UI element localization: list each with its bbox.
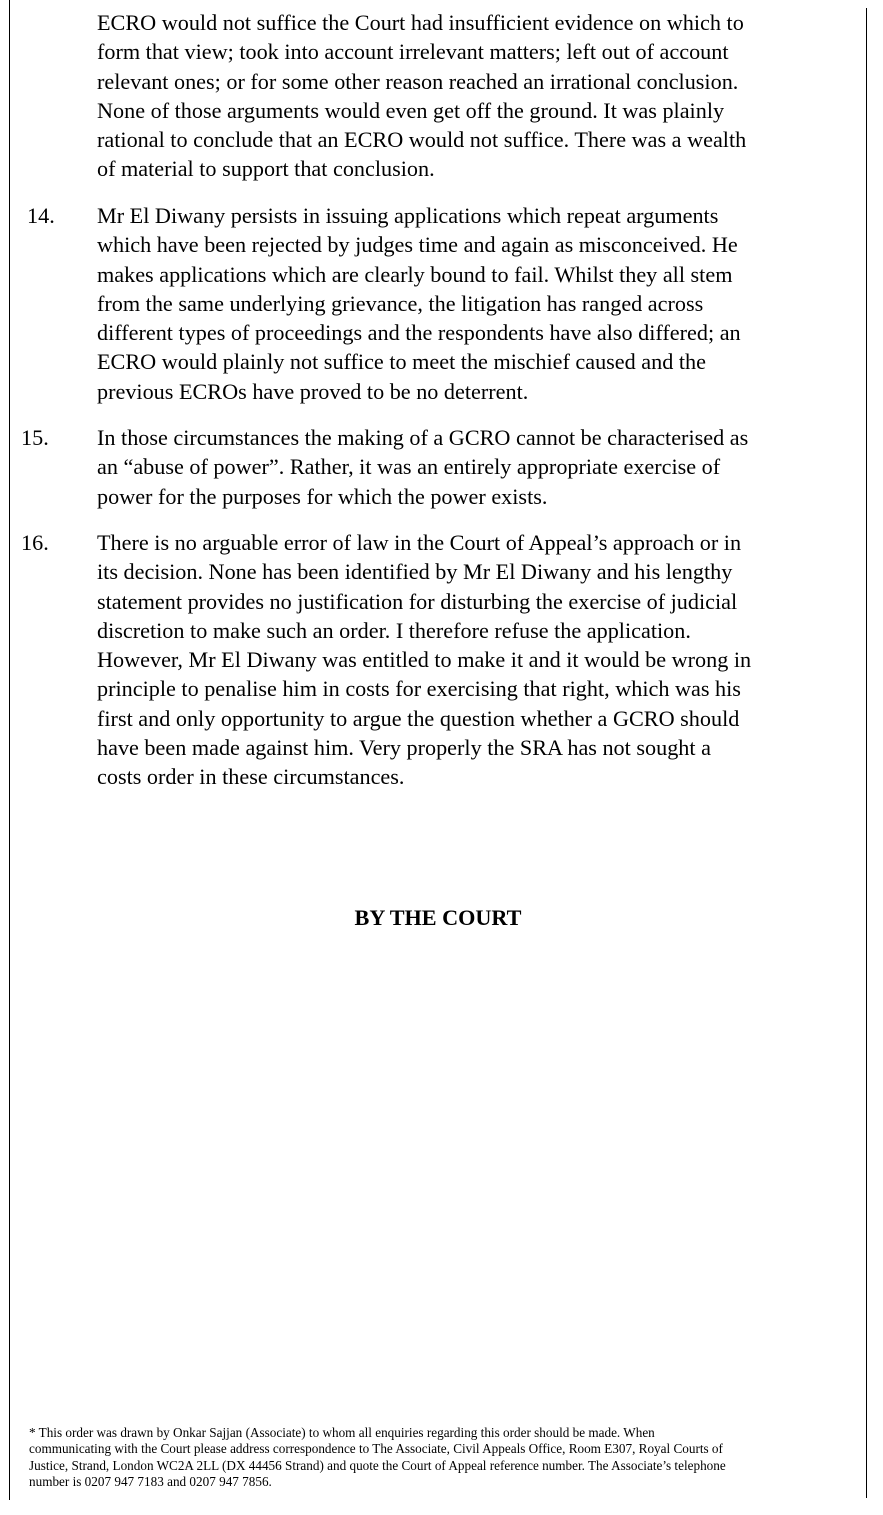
paragraph-line: ECRO would not suffice the Court had insufficient evidence on which to — [97, 10, 744, 35]
paragraph-line: ECRO would plainly not suffice to meet the mischief caused and the — [97, 349, 706, 375]
paragraph-line: first and only opportunity to argue the question whether a GCRO should — [97, 705, 740, 731]
paragraph-line: different types of proceedings and the respondents have also differed; an — [97, 320, 741, 346]
footnote-line: Justice, Strand, London WC2A 2LL (DX 44456 Strand) and quote the Court of Appeal reference number. The Associate’s telephone — [29, 1457, 726, 1473]
paragraph-line: relevant ones; or for some other reason reached an irrational conclusion. — [97, 68, 739, 94]
paragraph-line: power for the purposes for which the power exists. — [97, 483, 548, 509]
footnote-line: number is 0207 947 7183 and 0207 947 7856. — [29, 1473, 272, 1489]
paragraph-line: discretion to make such an order. I therefore refuse the application. — [97, 617, 691, 643]
paragraph-line: Mr El Diwany persists in issuing applications which repeat arguments — [97, 203, 719, 228]
paragraph-line: In those circumstances the making of a GCRO cannot be characterised as — [97, 425, 749, 450]
paragraph-line: statement provides no justification for disturbing the exercise of judicial — [97, 588, 738, 614]
paragraph-line: rational to conclude that an ECRO would not suffice. There was a wealth — [97, 127, 747, 153]
by-the-court-signoff: BY THE COURT — [354, 905, 522, 930]
paragraph-line: principle to penalise him in costs for exercising that right, which was his — [97, 676, 741, 702]
paragraph-line: However, Mr El Diwany was entitled to make it and it would be wrong in — [97, 647, 752, 673]
footnote — [29, 1425, 859, 1490]
paragraph-line: have been made against him. Very properly the SRA has not sought a — [97, 735, 711, 761]
paragraph-15-number: 15. — [21, 425, 49, 450]
paragraph-line: which have been rejected by judges time and again as misconceived. He — [97, 232, 738, 258]
paragraph-line: None of those arguments would even get off the ground. It was plainly — [97, 97, 725, 123]
paragraph-line: form that view; took into account irrelevant matters; left out of account — [97, 39, 729, 65]
paragraph-line: costs order in these circumstances. — [97, 764, 405, 790]
paragraph-line: makes applications which are clearly bound to fail. Whilst they all stem — [97, 261, 733, 287]
paragraph-line: There is no arguable error of law in the Court of Appeal’s approach or in — [97, 530, 742, 555]
footnote-line: * This order was drawn by Onkar Sajjan (Associate) to whom all enquiries regarding this order should be made. When — [29, 1425, 655, 1440]
paragraph-13-continuation — [97, 8, 857, 184]
paragraph-14-number: 14. — [27, 203, 55, 228]
paragraph-line: from the same underlying grievance, the litigation has ranged across — [97, 290, 704, 316]
paragraph-line: previous ECROs have proved to be no deterrent. — [97, 378, 529, 404]
page-right-border — [866, 8, 867, 1498]
footnote-line: communicating with the Court please address correspondence to The Associate, Civil Appeals Office, Room E307, Royal Courts of — [29, 1441, 723, 1457]
paragraph-line: its decision. None has been identified by Mr El Diwany and his lengthy — [97, 559, 733, 585]
paragraph-14 — [97, 201, 857, 406]
page-left-border — [9, 0, 10, 1500]
paragraph-16 — [97, 528, 857, 792]
paragraph-15 — [97, 423, 857, 511]
paragraph-16-number: 16. — [21, 530, 49, 555]
paragraph-line: of material to support that conclusion. — [97, 156, 435, 182]
paragraph-line: an “abuse of power”. Rather, it was an entirely appropriate exercise of — [97, 454, 721, 480]
